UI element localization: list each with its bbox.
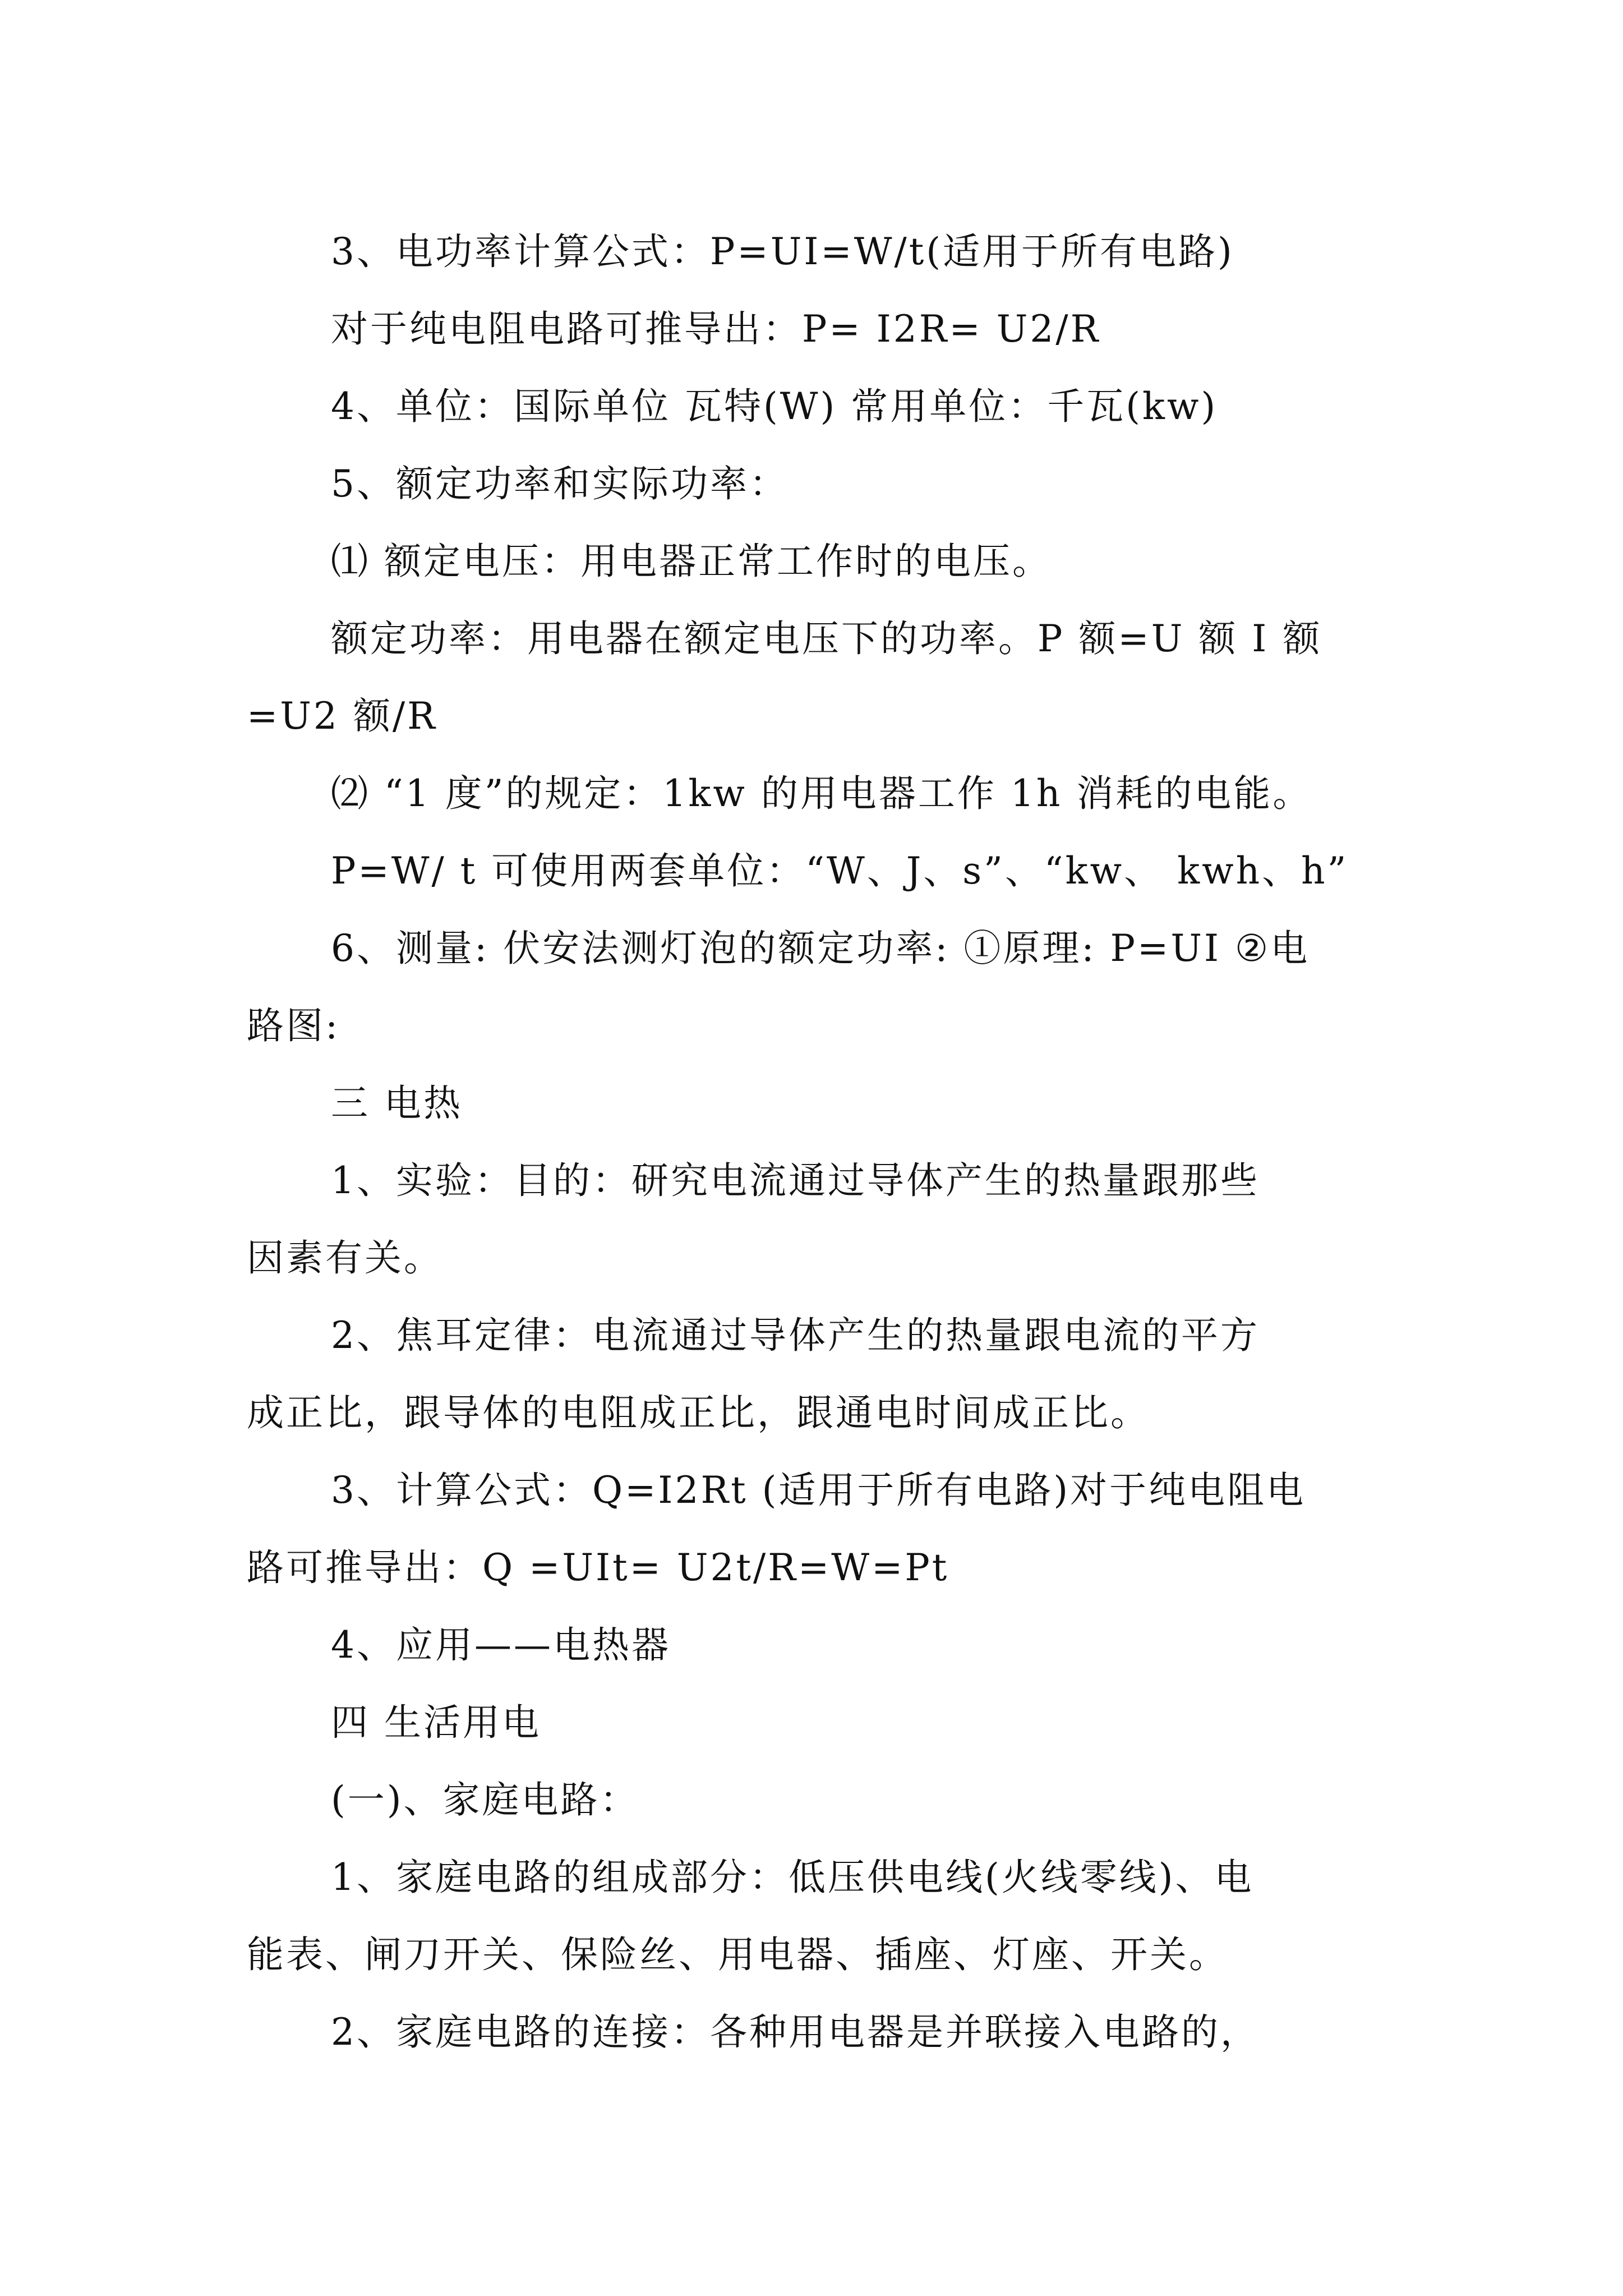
paragraph-line: 能表、闸刀开关、保险丝、用电器、插座、灯座、开关。 [247, 1933, 1228, 1976]
paragraph-line: 对于纯电阻电路可推导出：P= I2R= U2/R [331, 307, 1101, 351]
paragraph-line: 6、测量: 伏安法测灯泡的额定功率: ①原理: P=UI ②电 [331, 927, 1310, 970]
paragraph-line: 4、单位：国际单位 瓦特(W) 常用单位：千瓦(kw) [331, 385, 1218, 428]
paragraph-line: 额定功率：用电器在额定电压下的功率。P 额=U 额 I 额 [331, 617, 1322, 660]
paragraph-line: 5、额定功率和实际功率： [331, 462, 789, 505]
paragraph-line: 1、实验：目的：研究电流通过导体产生的热量跟那些 [331, 1159, 1260, 1202]
paragraph-line: =U2 额/R [247, 694, 437, 738]
paragraph-line: ⑵ “1 度”的规定：1kw 的用电器工作 1h 消耗的电能。 [331, 772, 1312, 815]
paragraph-line: 因素有关。 [247, 1236, 443, 1280]
paragraph-line: P=W/ t 可使用两套单位：“W、J、s”、“kw、 kwh、h” [331, 849, 1349, 892]
paragraph-line: 路可推导出：Q =UIt= U2t/R=W=Pt [247, 1546, 949, 1589]
paragraph-line: 成正比，跟导体的电阻成正比，跟通电时间成正比。 [247, 1391, 1150, 1434]
paragraph-line: 3、电功率计算公式：P=UI=W/t(适用于所有电路) [331, 230, 1234, 273]
paragraph-line: 2、家庭电路的连接：各种用电器是并联接入电路的， [331, 2010, 1260, 2054]
section-heading: 三 电热 [331, 1082, 463, 1125]
section-heading: 四 生活用电 [331, 1701, 541, 1744]
document-body [247, 213, 1380, 2071]
paragraph-line: ⑴ 额定电压：用电器正常工作时的电压。 [331, 540, 1052, 583]
paragraph-line: 2、焦耳定律：电流通过导体产生的热量跟电流的平方 [331, 1314, 1260, 1357]
paragraph-line: 1、家庭电路的组成部分：低压供电线(火线零线)、电 [331, 1856, 1254, 1899]
subsection-heading: (一)、家庭电路： [331, 1778, 639, 1821]
paragraph-line: 3、计算公式：Q=I2Rt (适用于所有电路)对于纯电阻电 [331, 1469, 1306, 1512]
paragraph-line: 路图: [247, 1004, 340, 1047]
paragraph-line: 4、应用——电热器 [331, 1623, 671, 1667]
